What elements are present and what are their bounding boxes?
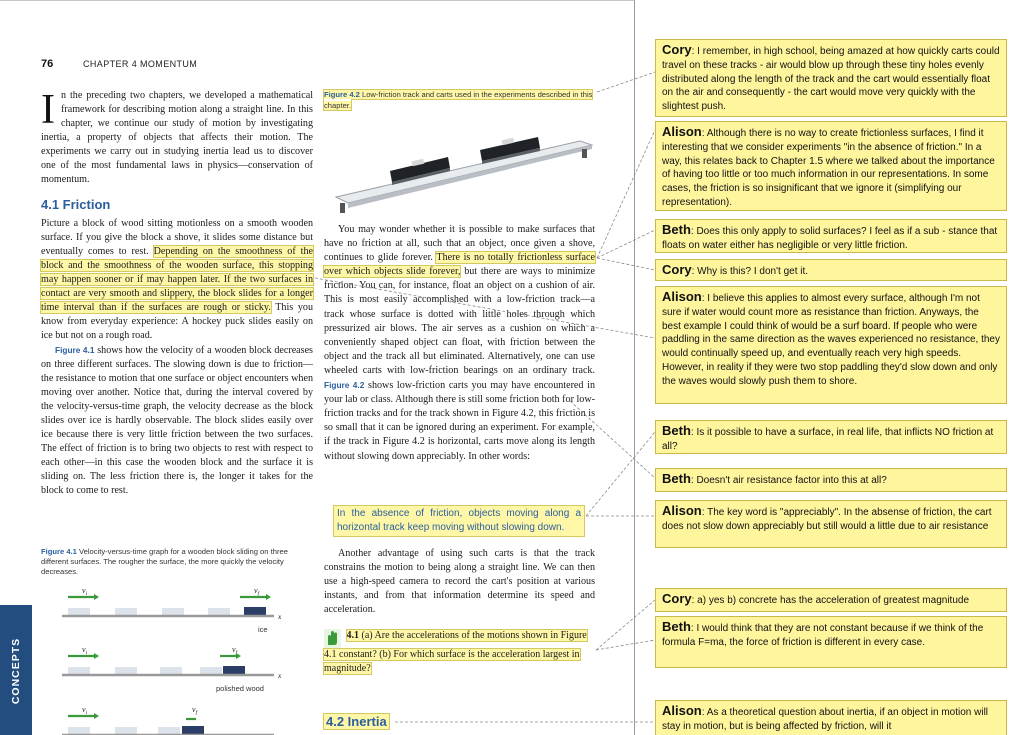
frictionless-paragraph: You may wonder whether it is possible to make surfaces that have no friction at all, such that an object, once given a shove, continues to glide forever. There is no totally frictionless surface over which objects slide forever, but there are ways to minimize friction. You can, for instance, float an object on a cushion of air. This is most easily accomplished with a low-friction track—a track whose surface is dotted with little holes through which pressurized air blows. The air serves as a cushion on which a conveniently shaped object can float, with friction between the object and the track all but eliminated. Alternatively, one can use wheeled carts with low-friction bearings on an ordinary track. Figure 4.2 shows low-friction carts you may have encountered in your lab or class. Although there is still some friction both for low-friction tracks and for the track shown in Figure 4.2, this friction is so small that it can be ignored during an experiment. For example, if the track in Figure 4.2 is horizontal, carts move along its length without slowing down appreciably. In other words:	[324, 224, 595, 462]
comment-text: Does this only apply to solid surfaces? I feel as if a sub - stance that floats on water either has negligible or very little friction.	[662, 226, 998, 251]
comment-author: Cory	[662, 591, 692, 606]
comment-card[interactable]: Cory: I remember, in high school, being amazed at how quickly carts could travel on these tracks - air would blow up through these tiny holes evenly distributed along the length of the track and the cart would essentially float on the air and consequently - the cart would move very quickly with the slightest push.	[655, 39, 1007, 117]
comment-card[interactable]: Alison: Although there is no way to create frictionless surfaces, I find it interesting that we consider experiments "in the absence of friction." In a way, this relates back to Chapter 1.5 where we talked about the importance of having too little or too much information in our representations. In some cases, the friction is so insignificant that we ignore it (simplifying our representation).	[655, 121, 1007, 211]
comment-card[interactable]: Beth: I would think that they are not constant because if we think of the formula F=ma, the force of friction is different in every case.	[655, 616, 1007, 668]
arrow-head	[236, 653, 241, 659]
comment-text: I remember, in high school, being amazed at how quickly carts could travel on these tracks - air would blow up through these tiny holes evenly distributed along the length of the track and the cart would essentially float on the air and consequently - the cart would move very quickly with the slightest push.	[662, 46, 1000, 113]
comment-card[interactable]: Cory: a) yes b) concrete has the acceleration of greatest magnitude	[655, 588, 1007, 612]
surface-label-ice: ice	[258, 625, 268, 634]
surface-label-polished-wood: polished wood	[216, 684, 264, 693]
surface-row-ice	[62, 586, 282, 634]
surface-row-polished-wood	[62, 645, 282, 693]
friction-paragraph-2: Figure 4.1 shows how the velocity of a wooden block decreases on three different surfaces. The slowing down is due to friction—the resistance to motion that one surface or object encounters when moving over another. Notice that, during the interval covered by the velocity-versus-time graph, the velocity decrease as the block slides over ice is hardly observable. The block slides easily over ice because there is very little friction between the two surfaces. The effect of friction is to bring two objects to rest with respect to each other—in this case the wooden block and the surface it is sliding on. The less friction there is, the longer it takes for the block to come to rest.	[41, 345, 313, 496]
hand-icon	[324, 629, 341, 648]
chapter-header: CHAPTER 4 MOMENTUM	[83, 59, 198, 69]
comment-card[interactable]: Beth: Doesn't air resistance factor into this at all?	[655, 468, 1007, 492]
figure-4-1-link[interactable]: Figure 4.1	[55, 345, 95, 355]
comment-text: Although there is no way to create frictionless surfaces, I find it interesting that we consider experiments "in the absence of friction." In a way, this relates back to Chapter 1.5 where we talked about the importance of having too little or too much information in our representations. In some cases, the friction is so insignificant that we ignore it (simplifying our representation).	[662, 128, 995, 208]
key-concept-callout[interactable]: In the absence of friction, objects moving along a horizontal track keep moving without slowing down.	[334, 506, 584, 536]
wooden-block	[182, 726, 204, 734]
vf-label-3: $v_f$	[192, 705, 198, 716]
x-axis-label: x	[278, 671, 282, 680]
checkpoint-exercise	[324, 629, 596, 675]
block-ghost	[160, 667, 182, 674]
left-column	[41, 89, 313, 498]
comment-author: Beth	[662, 471, 691, 486]
figure-4-2-caption: Figure 4.2 Low-friction track and carts used in the experiments described in this chapter.	[324, 90, 593, 110]
intro-paragraph	[41, 89, 313, 187]
comment-author: Beth	[662, 619, 691, 634]
comment-card[interactable]: Alison: The key word is "appreciably". In the absense of friction, the cart does not slow down appreciably but still would a little due to air resistance	[655, 500, 1007, 548]
track-rail	[336, 141, 592, 203]
section-heading-friction: 4.1 Friction	[41, 197, 111, 212]
comment-text: As a theoretical question about inertia, if an object in motion will stay in motion, but is being affected by friction, will it	[662, 707, 989, 732]
comment-text: a) yes b) concrete has the acceleration of greatest magnitude	[694, 595, 970, 606]
annotation-highlight[interactable]: There is no totally frictionless surface over which objects slide forever,	[324, 252, 595, 278]
comment-author: Cory	[662, 42, 692, 57]
arrow-head	[94, 594, 99, 600]
section-heading-inertia[interactable]: 4.2 Inertia	[326, 714, 387, 729]
track-rail-side	[348, 145, 592, 208]
arrow-head	[266, 594, 271, 600]
block-ghost	[115, 727, 137, 734]
page-number: 76	[41, 58, 54, 70]
comment-card[interactable]: Beth: Does this only apply to solid surfaces? I feel as if a sub - stance that floats on water either has negligible or very little friction.	[655, 219, 1007, 253]
comment-text: I believe this applies to almost every surface, although I'm not sure if water would count more as resistance than friction. Anyways, the best example I could think of would be a surf board. If people who were paddling in the same direction as the waves experienced no resistance, they would continually speed up, and eventually reach very high speeds. However, in reality if they were two stop paddling they'd slow down and only the waves would slowly push them to shore.	[662, 293, 1000, 387]
comment-author: Alison	[662, 124, 702, 139]
comment-text: Doesn't air resistance factor into this at all?	[693, 475, 887, 486]
annotation-highlight[interactable]: 4.1 (a) Are the accelerations of the motions shown in Figure 4.1 constant? (b) For which surface is the acceleration largest in magnitude?	[324, 630, 587, 674]
intro-text: n the preceding two chapters, we developed a mathematical framework for describing motion along a straight line. In this chapter, we continue our study of motion by investigating inertia, a property of objects that affects their motion. The experiments we carry out in studying inertia lead us to discover one of the most fundamental laws in physics—conservation of momentum.	[41, 90, 313, 185]
dropcap: I	[41, 87, 55, 133]
block-ghost	[115, 667, 137, 674]
vi-label-1: $v_i$	[82, 586, 88, 597]
figure-4-2-track-photo	[330, 119, 602, 214]
track-leg	[340, 203, 345, 213]
block-ghost	[68, 608, 90, 615]
comment-author: Cory	[662, 262, 692, 277]
figure-4-1-caption: Figure 4.1 Velocity-versus-time graph for a wooden block sliding on three different surfaces. The rougher the surface, the more quickly the velocity decreases.	[41, 547, 288, 576]
concepts-side-tab: CONCEPTS	[0, 605, 32, 735]
vf-label-1: $v_f$	[254, 586, 260, 597]
comment-author: Alison	[662, 503, 702, 518]
comment-card[interactable]: Alison: As a theoretical question about inertia, if an object in motion will stay in motion, but is being affected by friction, will it	[655, 700, 1007, 735]
comment-author: Beth	[662, 222, 691, 237]
block-ghost	[158, 727, 180, 734]
comment-card[interactable]: Cory: Why is this? I don't get it.	[655, 259, 1007, 281]
block-ghost	[68, 727, 90, 734]
block-ghost	[200, 667, 222, 674]
block-ghost	[68, 667, 90, 674]
annotation-highlight[interactable]: Depending on the smoothness of the block and the smoothness of the wooden surface, this stopping may happen sooner or if may happen later. If the two surfaces in contact are very smooth and slippery, the block slides for a longer time interval than if the surfaces are rough or sticky.	[41, 246, 313, 313]
comment-text: Is it possible to have a surface, in real life, that inflicts NO friction at all?	[662, 427, 994, 452]
comment-text: I would think that they are not constant because if we think of the formula F=ma, the force of friction is different in every case.	[662, 623, 984, 648]
vf-label-2: $v_f$	[232, 645, 238, 656]
figure-4-2-link[interactable]: Figure 4.2	[324, 380, 365, 391]
wooden-block	[223, 666, 245, 674]
x-axis-label: x	[278, 612, 282, 621]
comment-author: Beth	[662, 423, 691, 438]
right-column-lower	[324, 547, 595, 617]
comment-author: Alison	[662, 703, 702, 718]
track-leg	[582, 149, 587, 158]
block-ghost	[208, 608, 230, 615]
figure-4-1-graphic	[60, 581, 300, 735]
vi-label-3: $v_i$	[82, 705, 88, 716]
comment-card[interactable]: Alison: I believe this applies to almost every surface, although I'm not sure if water would count more as resistance than friction. Anyways, the best example I could think of would be a surf board. If people who were paddling in the same direction as the waves experienced no resistance, they would continually speed up, and eventually reach very high speeds. However, in reality if they were two stop paddling they'd slow down and only the waves would slowly push them to shore.	[655, 286, 1007, 404]
arrow-head	[94, 653, 99, 659]
right-column	[324, 223, 595, 464]
block-ghost	[162, 608, 184, 615]
comment-card[interactable]: Beth: Is it possible to have a surface, in real life, that inflicts NO friction at all?	[655, 420, 1007, 454]
friction-paragraph-1: Picture a block of wood sitting motionless on a smooth wooden surface. If you give the block a shove, it slides some distance but eventually comes to rest. Depending on the smoothness of the block and the smoothness of the wooden surface, this stopping may happen sooner or if may happen later. If the two surfaces in contact are very smooth and slippery, the block slides for a longer time interval than if the surfaces are rough or sticky. This you know from everyday experience: A hockey puck slides easily on ice but not on a rough road.	[41, 218, 313, 341]
wooden-block	[244, 607, 266, 615]
carts-paragraph: Another advantage of using such carts is that the track constrains the motion to being along a straight line. We can then use a high-speed camera to record the cart's position at various instants, and from that information determine its speed and acceleration.	[324, 548, 595, 616]
comment-text: Why is this? I don't get it.	[694, 266, 809, 277]
block-ghost	[115, 608, 137, 615]
surface-row-concrete	[62, 705, 274, 735]
comment-text: The key word is "appreciably". In the absense of friction, the cart does not slow down appreciably but still would a little due to air resistance	[662, 507, 992, 532]
vi-label-2: $v_i$	[82, 645, 88, 656]
arrow-head	[94, 713, 99, 719]
comment-author: Alison	[662, 289, 702, 304]
